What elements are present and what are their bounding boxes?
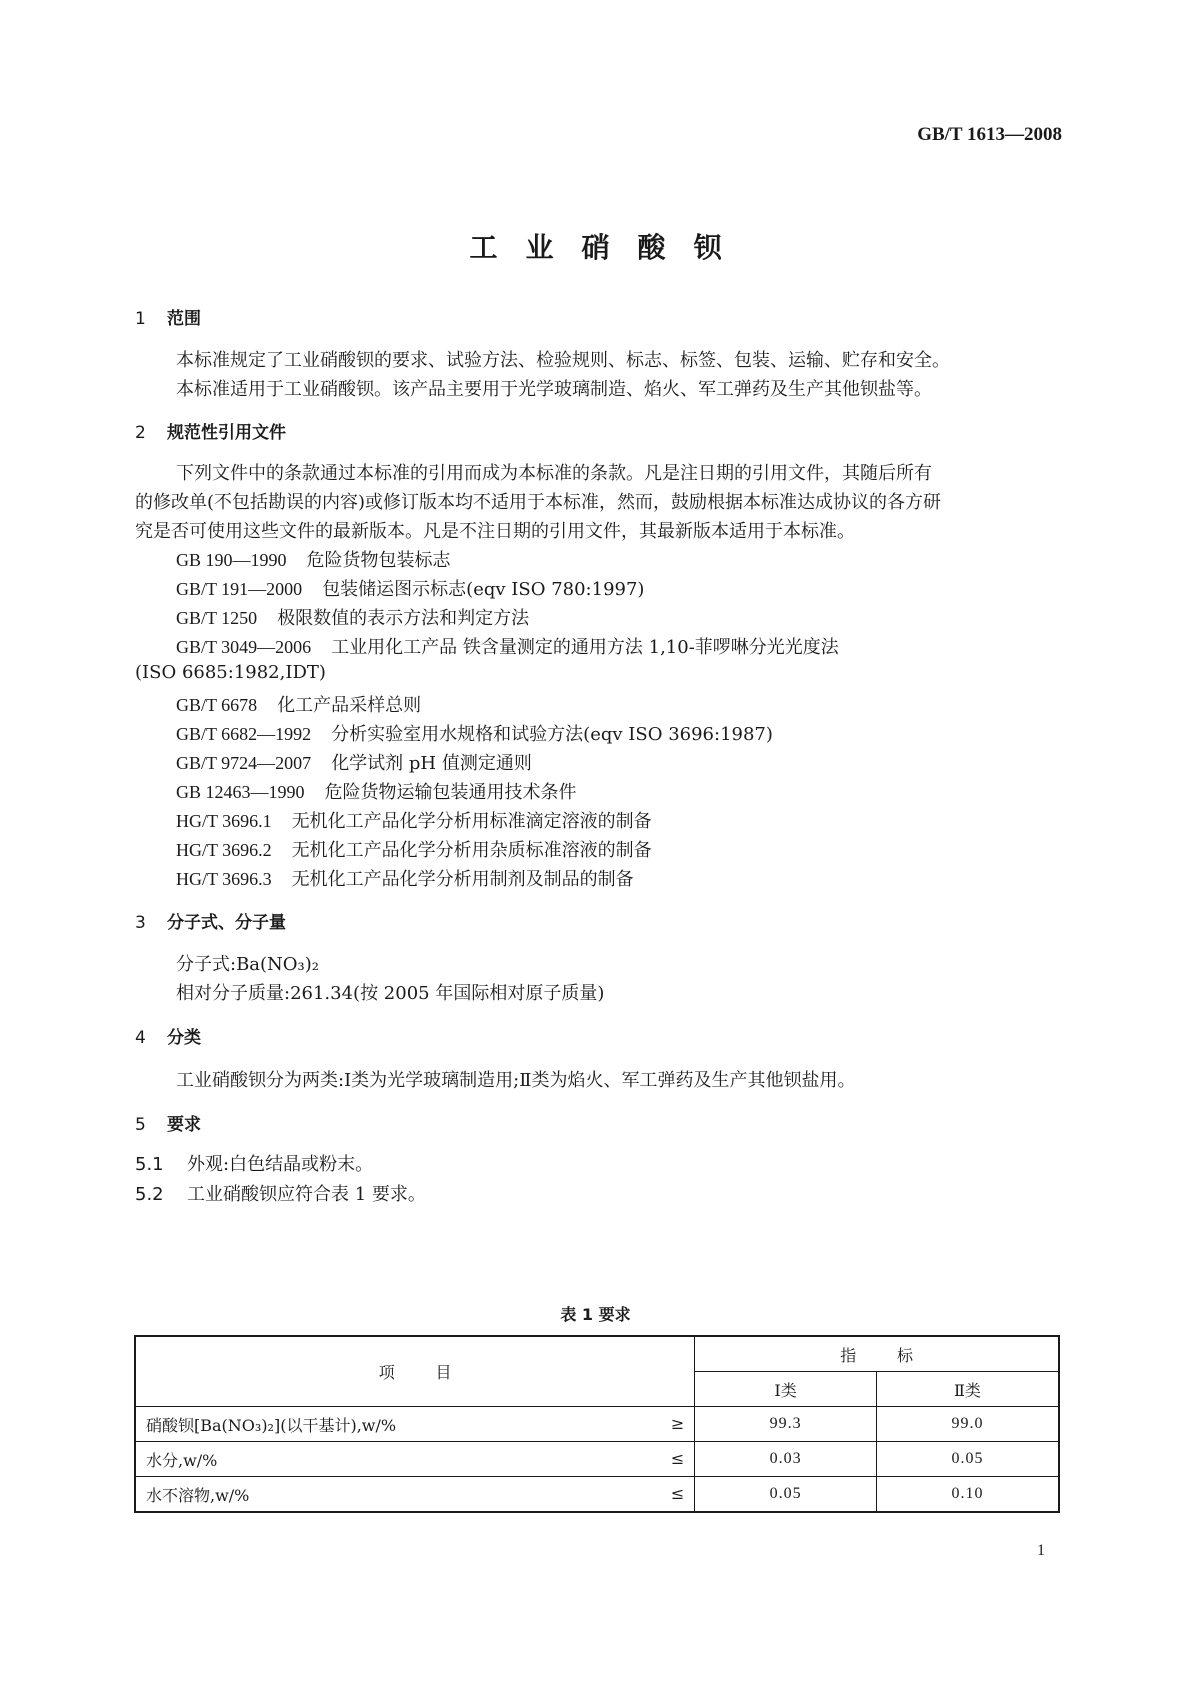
reference-item [176,749,532,775]
section-number: 5 [135,1115,146,1135]
item-label: 水分,w/% [146,1450,218,1470]
reference-code: GB 12463—1990 [176,782,305,802]
section-title: 分类 [167,1028,201,1048]
reference-title: 危险货物运输包装通用技术条件 [324,782,577,803]
section-5-heading [135,1110,201,1135]
paragraph: 工业硝酸钡分为两类:Ⅰ类为光学玻璃制造用;Ⅱ类为焰火、军工弹药及生产其他钡盐用。 [176,1070,856,1091]
reference-code: HG/T 3696.3 [176,869,272,889]
reference-item [135,662,326,683]
reference-item [176,633,839,659]
table-cell-item [135,1442,695,1477]
reference-title: 无机化工产品化学分析用制剂及制品的制备 [291,869,634,890]
reference-item [176,865,634,891]
subclause-number: 5.1 [135,1154,164,1175]
reference-title: 化学试剂 pH 值测定通则 [331,753,532,774]
table-cell-value: 0.05 [695,1477,877,1513]
section-1-heading [135,304,201,329]
column-header-index: 指 标 [695,1336,1059,1372]
table-cell-item [135,1477,695,1513]
document-title: 工业硝酸钡 [469,231,750,264]
table-header-row [135,1336,1059,1372]
reference-item [176,546,451,572]
reference-item [176,691,421,717]
reference-code: HG/T 3696.2 [176,840,272,860]
reference-item [176,575,644,601]
section-number: 2 [135,423,146,443]
section-title: 要求 [167,1115,201,1135]
reference-code: GB/T 3049—2006 [176,637,312,657]
section-number: 1 [135,309,146,329]
reference-title: 包装储运图示标志(eqv ISO 780:1997) [322,579,645,600]
section-4-heading [135,1023,201,1048]
table-row [135,1407,1059,1442]
requirements-table [134,1335,1060,1513]
section-title: 分子式、分子量 [167,913,286,933]
item-label: 硝酸钡[Ba(NO₃)₂](以干基计),w/% [146,1415,397,1435]
reference-code: GB/T 9724—2007 [176,753,312,773]
section-3-heading [135,908,286,933]
section-2-heading [135,418,286,443]
reference-item [176,604,529,630]
reference-code: GB/T 6682—1992 [176,724,312,744]
subclause-5-1 [135,1150,373,1176]
molecular-mass: 相对分子质量:261.34(按 2005 年国际相对原子质量) [176,983,605,1004]
comparison-symbol: ≤ [670,1484,685,1503]
page-number: 1 [1037,1542,1045,1559]
section-number: 3 [135,913,146,933]
paragraph: 的修改单(不包括勘误的内容)或修订版本均不适用于本标准，然而，鼓励根据本标准达成协议的各方研 [135,492,942,513]
standard-code: GB/T 1613—2008 [917,124,1062,145]
reference-title: 危险货物包装标志 [306,550,451,571]
table-row [135,1477,1059,1513]
reference-title: 工业用化工产品 铁含量测定的通用方法 1,10-菲啰啉分光光度法 [331,637,839,658]
reference-code: GB/T 191—2000 [176,579,303,599]
section-title: 规范性引用文件 [167,423,286,443]
reference-item [176,720,773,746]
subclause-number: 5.2 [135,1184,164,1205]
table-cell-value: 0.05 [876,1442,1059,1477]
paragraph: 下列文件中的条款通过本标准的引用而成为本标准的条款。凡是注日期的引用文件，其随后所有 [176,463,932,484]
table-caption: 表 1 要求 [560,1305,631,1324]
table-cell-value: 99.3 [695,1407,877,1442]
reference-code: GB/T 1250 [176,608,258,628]
reference-title: 极限数值的表示方法和判定方法 [277,608,530,629]
reference-title: 无机化工产品化学分析用杂质标准溶液的制备 [291,840,652,861]
table-row [135,1442,1059,1477]
column-header-class-2: Ⅱ类 [876,1372,1059,1407]
reference-code: GB/T 6678 [176,695,258,715]
reference-item [176,807,652,833]
reference-item [176,778,577,804]
table-cell-value: 99.0 [876,1407,1059,1442]
reference-title: 分析实验室用水规格和试验方法(eqv ISO 3696:1987) [331,724,773,745]
column-header-item: 项 目 [135,1336,695,1407]
subclause-5-2 [135,1180,426,1206]
paragraph: 本标准规定了工业硝酸钡的要求、试验方法、检验规则、标志、标签、包装、运输、贮存和安全。 [176,350,950,371]
comparison-symbol: ≥ [670,1414,685,1433]
item-label: 水不溶物,w/% [146,1485,250,1505]
reference-code: HG/T 3696.1 [176,811,272,831]
reference-code: GB 190—1990 [176,550,287,570]
paragraph: 本标准适用于工业硝酸钡。该产品主要用于光学玻璃制造、焰火、军工弹药及生产其他钡盐等。 [176,379,932,400]
reference-title: 化工产品采样总则 [277,695,422,716]
subclause-text: 外观:白色结晶或粉末。 [187,1154,374,1175]
comparison-symbol: ≤ [670,1449,685,1468]
reference-title: (ISO 6685:1982,IDT) [135,662,326,683]
subclause-text: 工业硝酸钡应符合表 1 要求。 [187,1184,426,1205]
table-cell-item [135,1407,695,1442]
reference-title: 无机化工产品化学分析用标准滴定溶液的制备 [291,811,652,832]
reference-item [176,836,652,862]
column-header-class-1: Ⅰ类 [695,1372,877,1407]
section-number: 4 [135,1028,146,1048]
molecular-formula: 分子式:Ba(NO₃)₂ [176,954,320,975]
table-cell-value: 0.03 [695,1442,877,1477]
paragraph: 究是否可使用这些文件的最新版本。凡是不注日期的引用文件，其最新版本适用于本标准。 [135,521,855,542]
section-title: 范围 [167,309,201,329]
table-cell-value: 0.10 [876,1477,1059,1513]
